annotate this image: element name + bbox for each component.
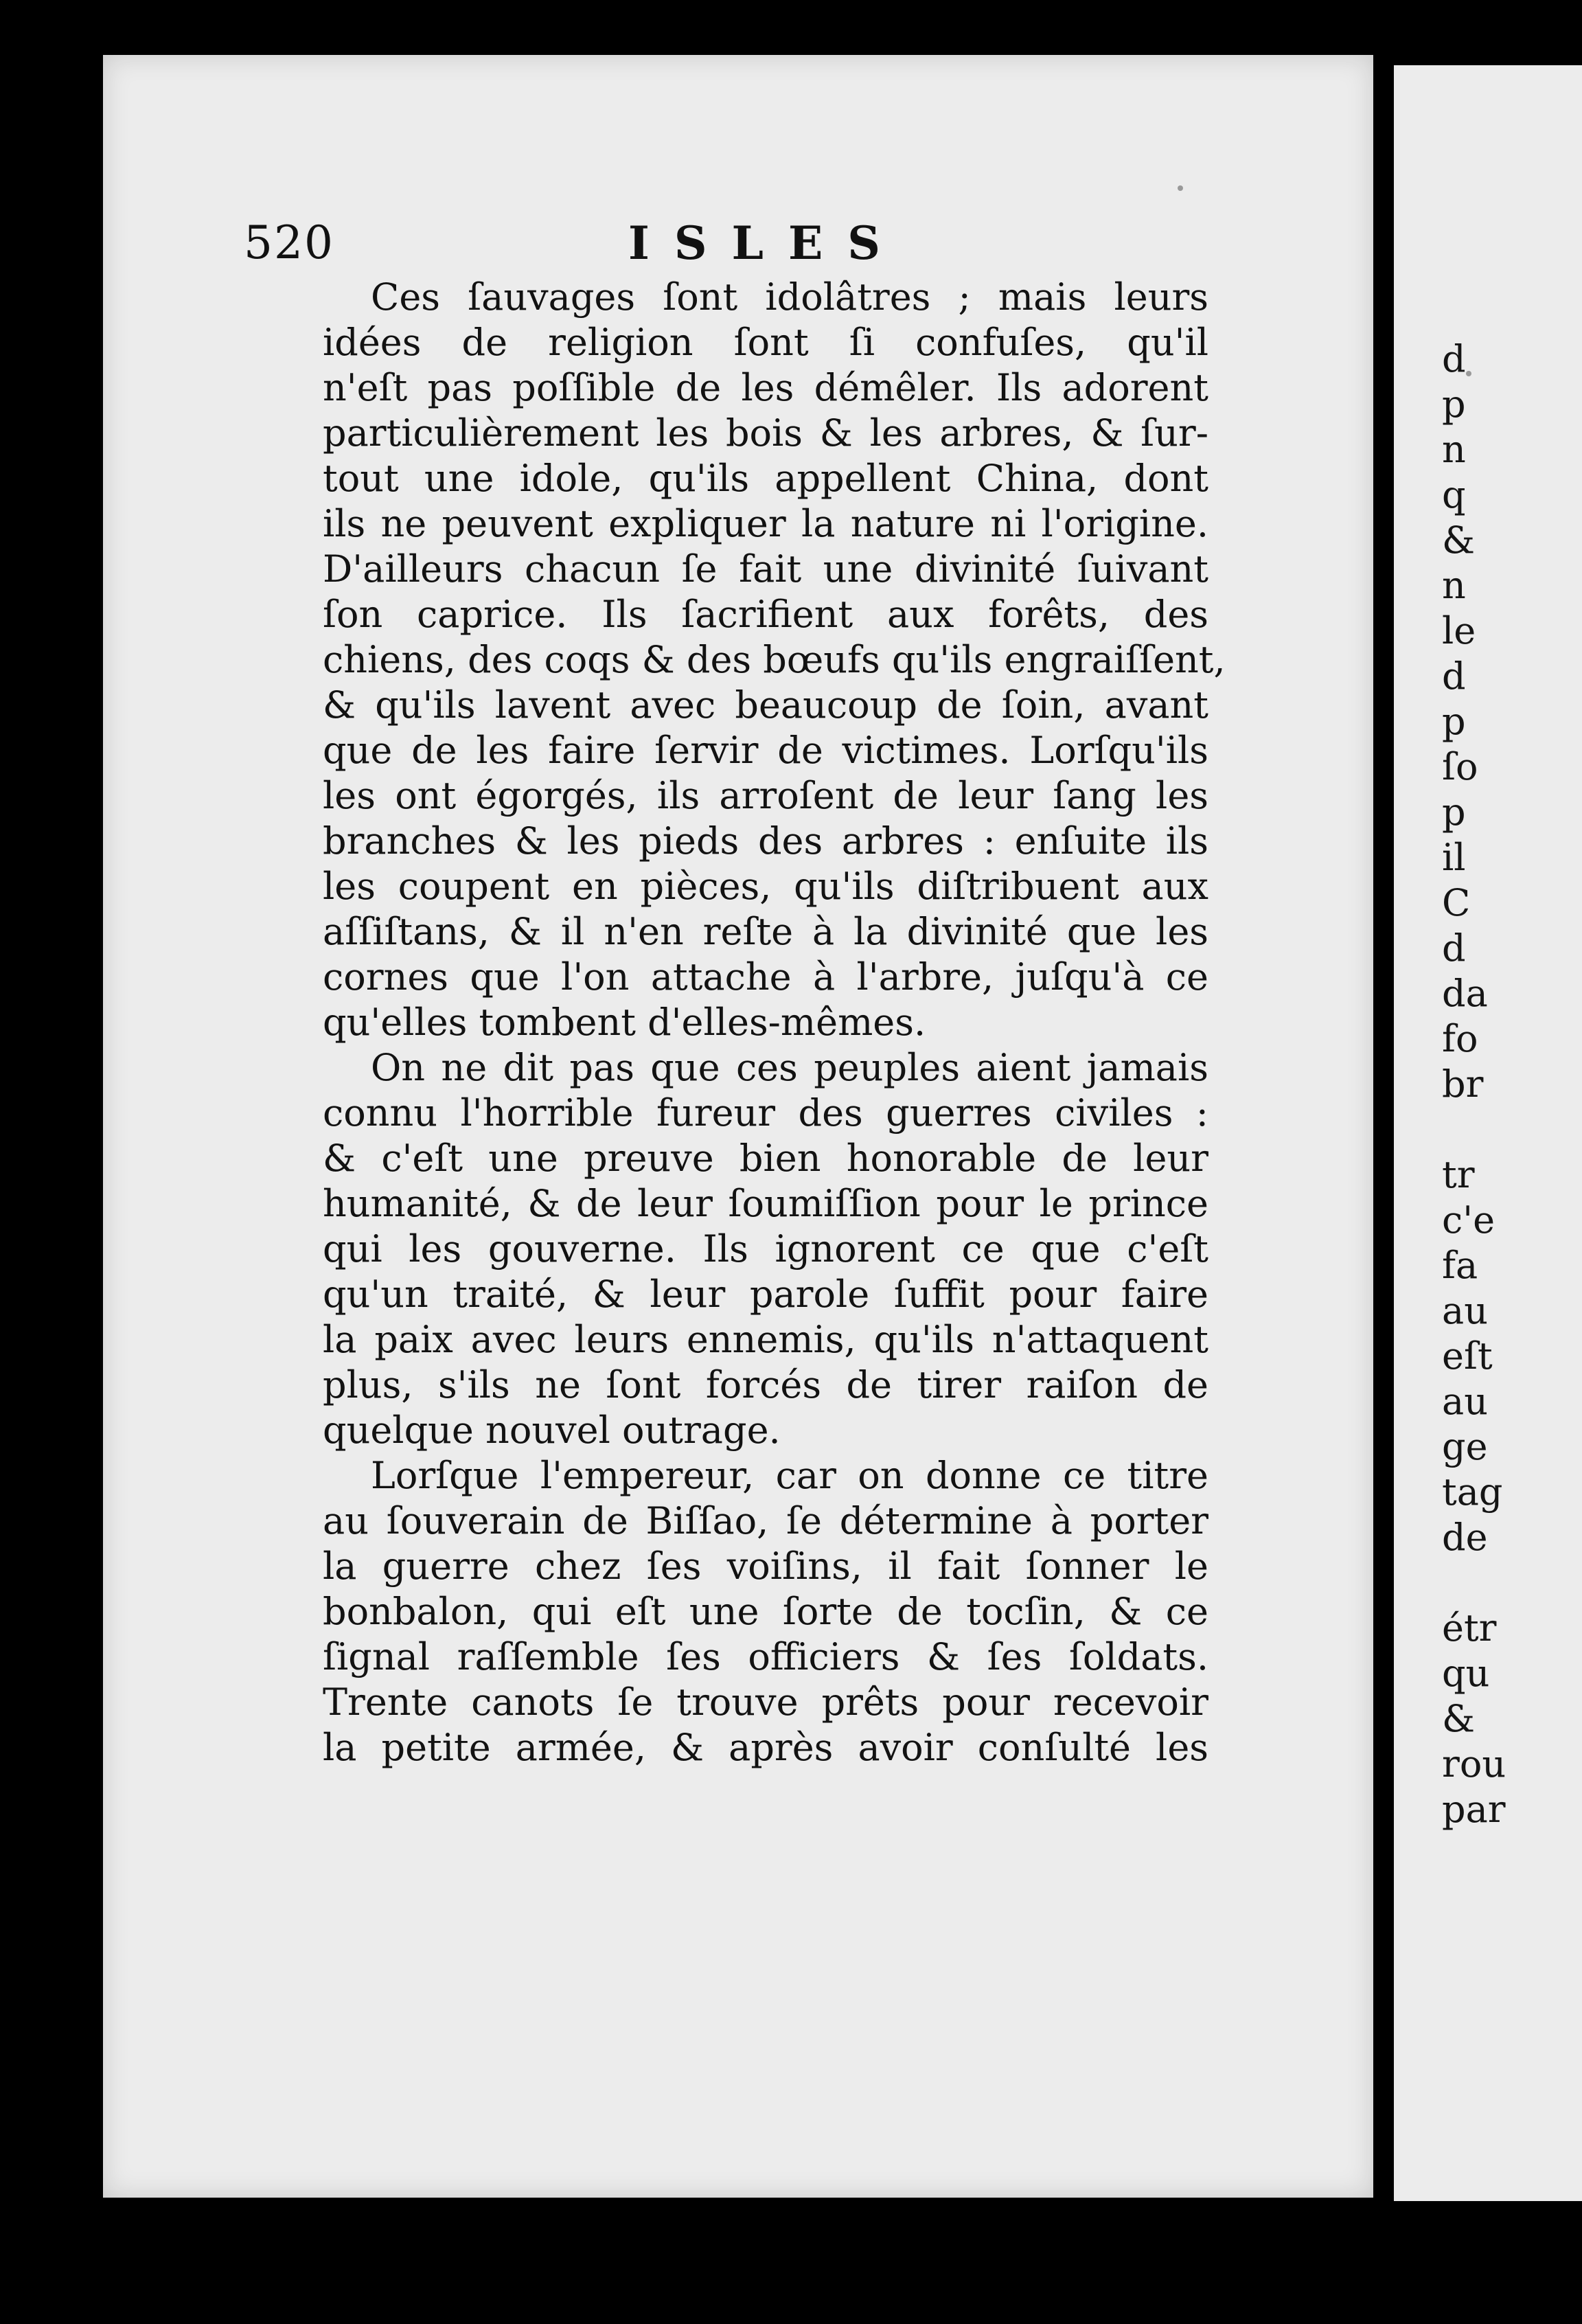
text-line: particulièrement les bois & les arbres, & ſur- bbox=[323, 411, 1208, 455]
running-title: ISLES bbox=[628, 216, 905, 270]
fragment-line bbox=[1442, 1560, 1582, 1606]
fragment-line: n bbox=[1442, 564, 1466, 607]
page-number: 520 bbox=[244, 216, 334, 269]
text-line: qui les gouverne. Ils ignorent ce que c'eſt bbox=[323, 1227, 1208, 1271]
text-line: On ne dit pas que ces peuples aient jamais bbox=[371, 1046, 1208, 1089]
fragment-line: par bbox=[1442, 1788, 1506, 1831]
fragment-line: tag bbox=[1442, 1470, 1503, 1514]
fragment-line: ge bbox=[1442, 1425, 1488, 1468]
facing-page-edge bbox=[1394, 65, 1582, 2201]
paragraph-3 bbox=[323, 1453, 1208, 1770]
fragment-line: p bbox=[1442, 700, 1466, 743]
text-line: n'eſt pas poſſible de les démêler. Ils adorent bbox=[323, 366, 1208, 409]
text-line: au ſouverain de Biſſao, ſe détermine à porter bbox=[323, 1499, 1208, 1542]
paper-speck bbox=[1178, 185, 1183, 191]
fragment-line: au bbox=[1442, 1289, 1488, 1332]
page-header bbox=[244, 216, 1274, 278]
fragment-line: br bbox=[1442, 1062, 1484, 1106]
text-line: bonbalon, qui eſt une ſorte de tocſin, & ce bbox=[323, 1590, 1208, 1633]
body-text bbox=[323, 275, 1226, 1770]
text-line: tout une idole, qu'ils appellent China, dont bbox=[323, 457, 1208, 500]
paragraph-1 bbox=[323, 275, 1226, 1045]
text-line: & qu'ils lavent avec beaucoup de ſoin, avant bbox=[323, 683, 1208, 727]
text-line: chiens, des coqs & des bœufs qu'ils engraiſſent, bbox=[323, 638, 1226, 681]
text-line: ſon caprice. Ils ſacrifient aux forêts, des bbox=[323, 593, 1208, 636]
fragment-line: le bbox=[1442, 609, 1476, 652]
fragment-line: da bbox=[1442, 972, 1488, 1015]
fragment-line: de bbox=[1442, 1516, 1488, 1559]
text-line: Lorſque l'empereur, car on donne ce titre bbox=[371, 1454, 1208, 1497]
text-line: Ces ſauvages ſont idolâtres ; mais leurs bbox=[371, 275, 1208, 319]
fragment-line: eſt bbox=[1442, 1334, 1493, 1378]
fragment-line: d bbox=[1442, 926, 1466, 970]
text-line: la guerre chez ſes voiſins, il fait ſonner le bbox=[323, 1545, 1208, 1588]
fragment-line: n bbox=[1442, 428, 1466, 471]
fragment-line: q bbox=[1442, 473, 1466, 516]
text-line: la petite armée, & après avoir conſulté les bbox=[323, 1726, 1208, 1769]
text-line: ils ne peuvent expliquer la nature ni l'origine. bbox=[323, 502, 1208, 545]
facing-page-text bbox=[1442, 337, 1582, 1832]
fragment-line: & bbox=[1442, 1697, 1476, 1740]
fragment-line: d bbox=[1442, 654, 1466, 698]
text-line: que de les faire ſervir de victimes. Lorſqu'ils bbox=[323, 729, 1208, 772]
text-line: plus, s'ils ne ſont forcés de tirer raiſon de bbox=[323, 1363, 1208, 1406]
fragment-line bbox=[1442, 1107, 1582, 1152]
text-line: D'ailleurs chacun ſe fait une divinité ſuivant bbox=[323, 547, 1208, 591]
fragment-line: c'e bbox=[1442, 1198, 1495, 1242]
text-line: la paix avec leurs ennemis, qu'ils n'attaquent bbox=[323, 1318, 1208, 1361]
fragment-line: C bbox=[1442, 881, 1471, 924]
fragment-line: il bbox=[1442, 836, 1466, 879]
fragment-line: p bbox=[1442, 383, 1466, 426]
text-line: les ont égorgés, ils arroſent de leur ſang les bbox=[323, 774, 1208, 817]
text-line: connu l'horrible fureur des guerres civiles : bbox=[323, 1091, 1208, 1135]
text-line: idées de religion ſont ſi confuſes, qu'il bbox=[323, 321, 1208, 364]
fragment-line: fo bbox=[1442, 1017, 1478, 1060]
text-line: Trente canots ſe trouve prêts pour recevoir bbox=[323, 1681, 1208, 1724]
text-line: cornes que l'on attache à l'arbre, juſqu'à ce bbox=[323, 955, 1208, 999]
text-line: humanité, & de leur ſoumiſſion pour le prince bbox=[323, 1182, 1208, 1225]
paragraph-2 bbox=[323, 1045, 1208, 1453]
fragment-line: fa bbox=[1442, 1244, 1478, 1287]
fragment-line: qu bbox=[1442, 1652, 1490, 1695]
fragment-line: tr bbox=[1442, 1153, 1475, 1196]
text-line: aſſiſtans, & il n'en reſte à la divinité que les bbox=[323, 910, 1208, 953]
text-line: qu'un traité, & leur parole ſuffit pour faire bbox=[323, 1273, 1208, 1316]
fragment-line: au bbox=[1442, 1380, 1488, 1423]
paper-speck bbox=[1466, 371, 1471, 376]
fragment-line: & bbox=[1442, 519, 1476, 562]
text-line: qu'elles tombent d'elles-mêmes. bbox=[323, 1001, 926, 1044]
text-line: ſignal raſſemble ſes officiers & ſes ſoldats. bbox=[323, 1635, 1208, 1678]
text-line: branches & les pieds des arbres : enſuite ils bbox=[323, 819, 1208, 863]
fragment-line: rou bbox=[1442, 1742, 1506, 1786]
fragment-line: ſo bbox=[1442, 745, 1478, 788]
fragment-line: d bbox=[1442, 337, 1466, 380]
text-line: quelque nouvel outrage. bbox=[323, 1409, 781, 1452]
text-line: & c'eſt une preuve bien honorable de leur bbox=[323, 1137, 1208, 1180]
text-line: les coupent en pièces, qu'ils diſtribuent aux bbox=[323, 865, 1208, 908]
fragment-line: p bbox=[1442, 790, 1466, 834]
fragment-line: étr bbox=[1442, 1606, 1497, 1650]
